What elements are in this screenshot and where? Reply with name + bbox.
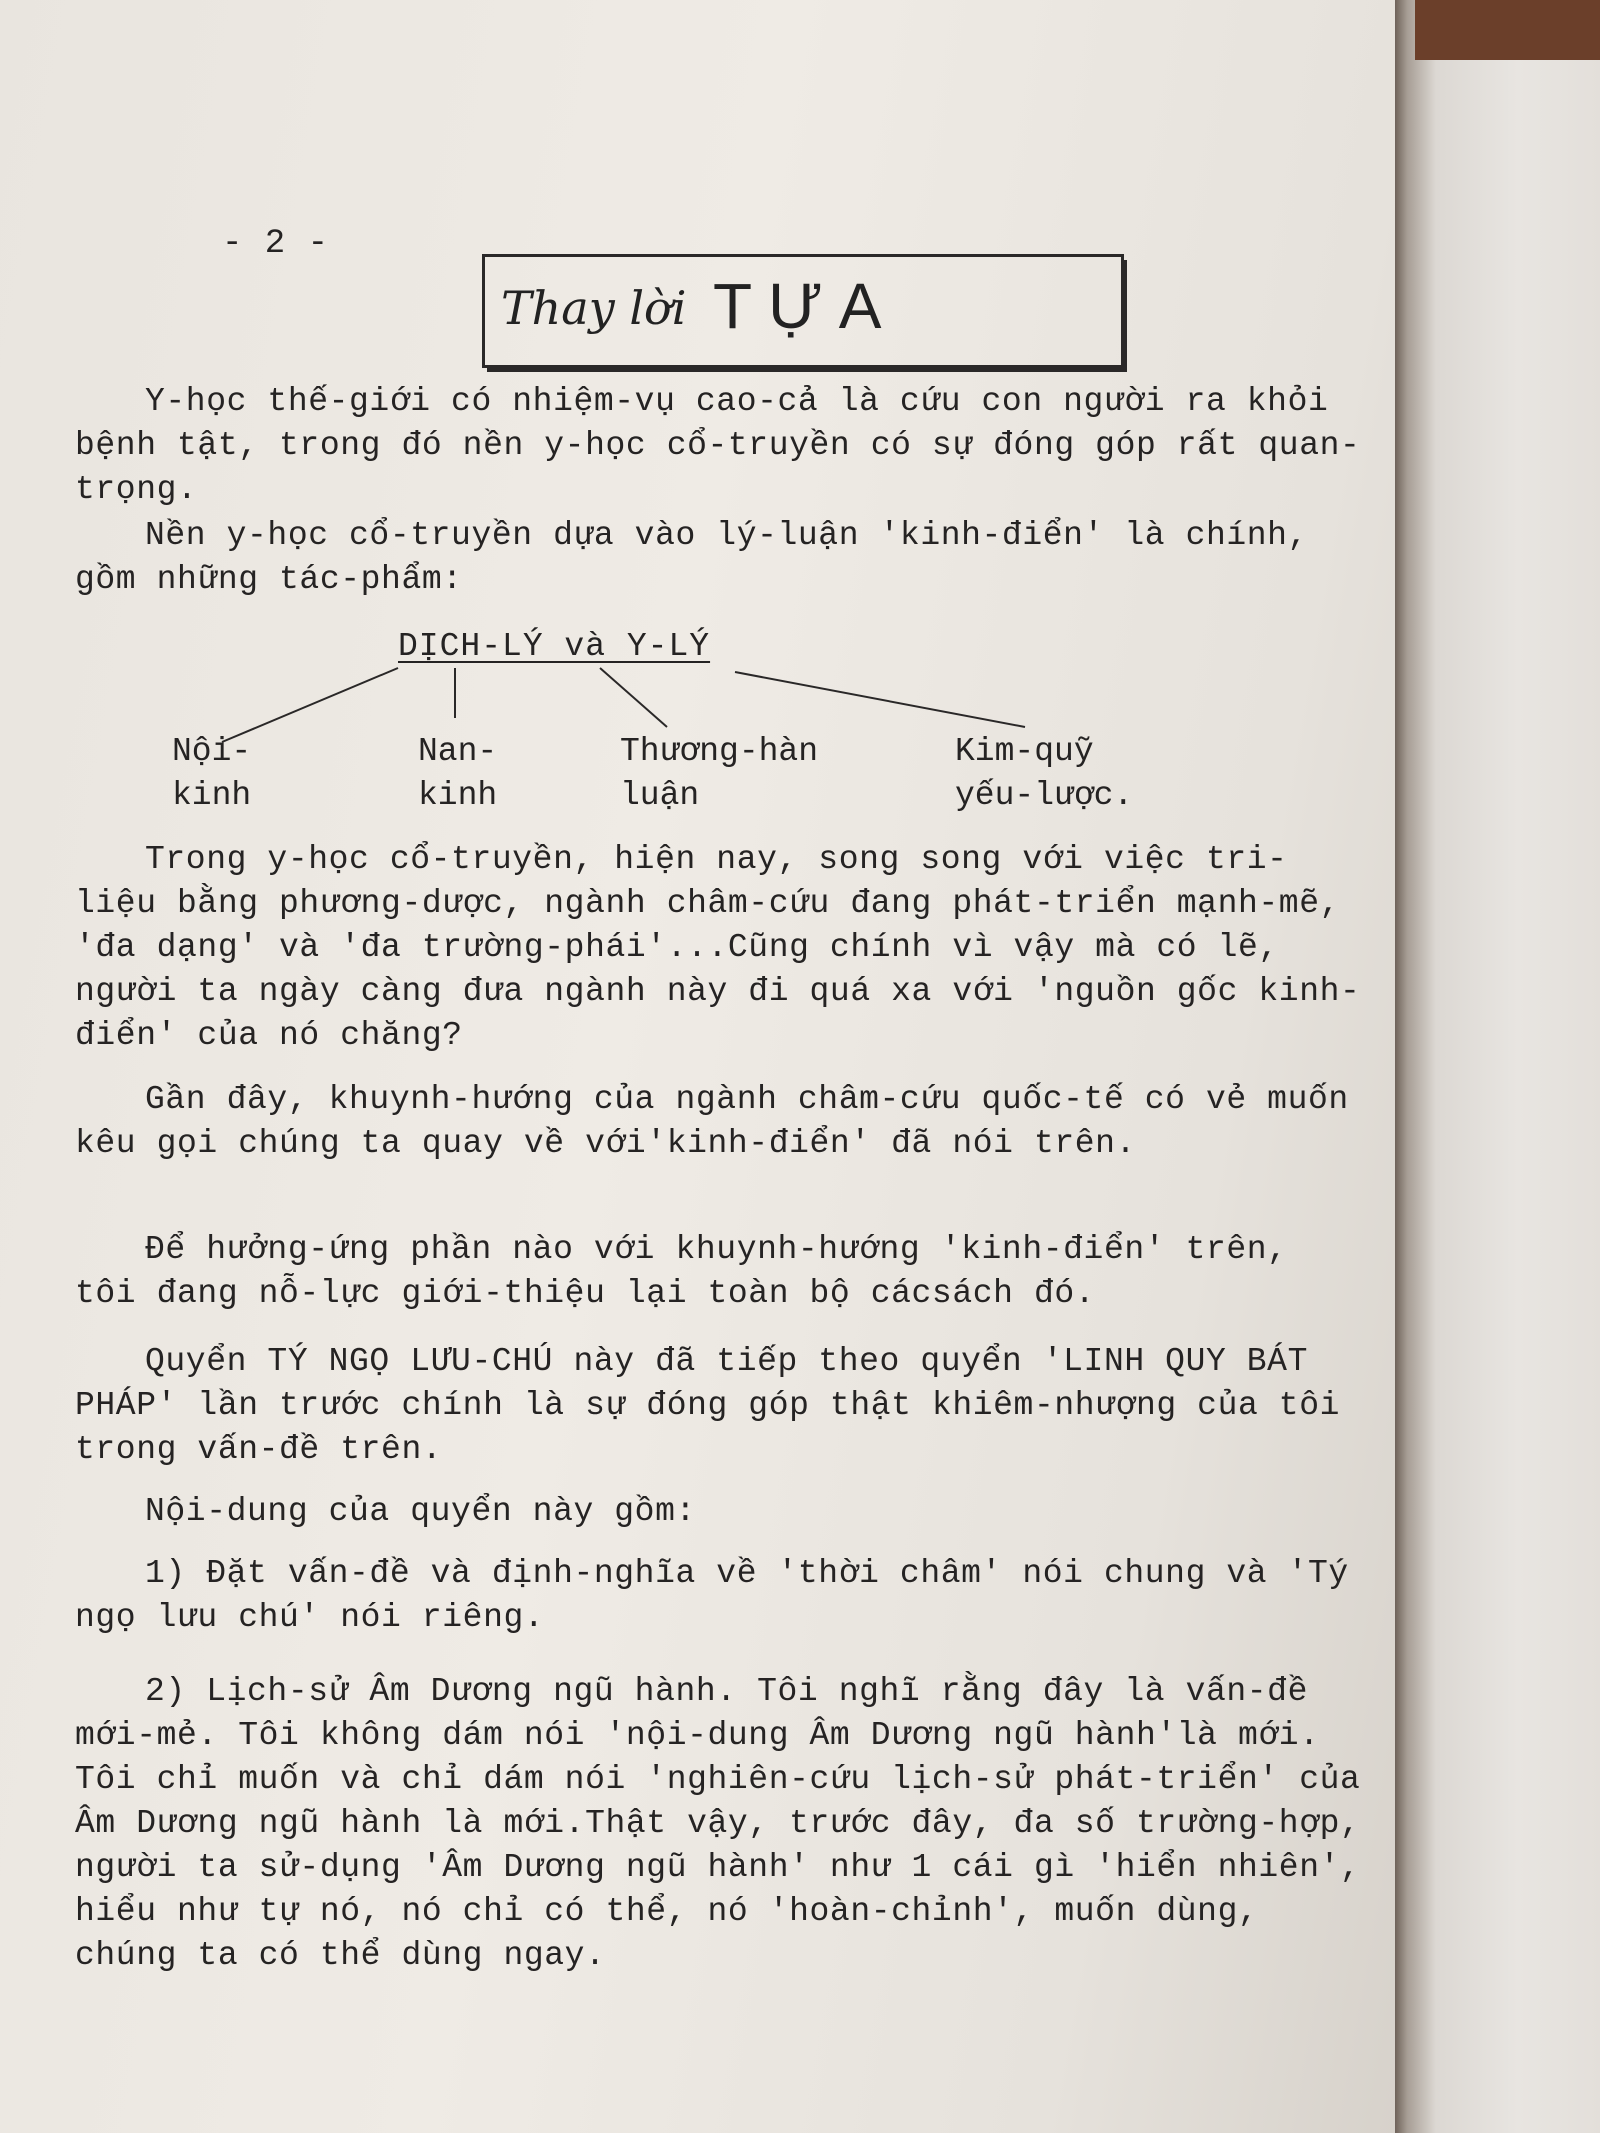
intro-paragraph-1: Y-học thế-giới có nhiệm-vụ cao-cả là cứu con người ra khỏi bệnh tật, trong đó nền y-học cổ-truyền có sự đóng góp rất quan-trọng.: [75, 383, 1361, 508]
intro-paragraph-2: Nền y-học cổ-truyền dựa vào lý-luận 'kinh-điển' là chính, gồm những tác-phẩm:: [75, 517, 1308, 598]
diagram-lines: [0, 0, 1395, 820]
list-item: 2) Lịch-sử Âm Dương ngũ hành. Tôi nghĩ rằng đây là vấn-đề mới-mẻ. Tôi không dám nói 'nội-dung Âm Dương ngũ hành'là mới. Tôi chỉ muốn và chỉ dám nói 'nghiên-cứu lịch-sử phát-triển' của Âm Dương ngũ hành là mới.Thật vậy, trước đây, đa số trường-hợp, người ta sử-dụng 'Âm Dương ngũ hành' như 1 cái gì 'hiển nhiên', hiểu như tự nó, nó chỉ có thể, nó 'hoàn-chỉnh', muốn dùng, chúng ta có thể dùng ngay.: [75, 1673, 1361, 1974]
diagram-branch: Kim-quỹ yếu-lược.: [955, 733, 1134, 814]
diagram-root: DỊCH-LÝ và Y-LÝ: [398, 628, 711, 665]
diagram-branch: Thương-hàn luận: [620, 733, 819, 814]
page-number: - 2 -: [222, 225, 330, 263]
body-paragraph: Để hưởng-ứng phần nào với khuynh-hướng 'kinh-điển' trên, tôi đang nỗ-lực giới-thiệu lại toàn bộ cácsách đó.: [75, 1231, 1288, 1312]
diagram-branch: Nội- kinh: [172, 733, 252, 814]
diagram-branch: Nan- kinh: [418, 733, 498, 814]
body-paragraph: Trong y-học cổ-truyền, hiện nay, song song với việc tri-liệu bằng phương-dược, ngành châm-cứu đang phát-triển mạnh-mẽ, 'đa dạng' và 'đa trường-phái'...Cũng chính vì vậy mà có lẽ, người ta ngày càng đưa ngành này đi quá xa với 'nguồn gốc kinh-điển' của nó chăng?: [75, 841, 1361, 1054]
list-item: 1) Đặt vấn-đề và định-nghĩa về 'thời châm' nói chung và 'Tý ngọ lưu chú' nói riêng.: [75, 1555, 1349, 1636]
body-paragraph: Nội-dung của quyển này gồm:: [145, 1493, 696, 1530]
adjacent-page-edge: [1395, 0, 1600, 2133]
title-handwritten: Thay lời: [501, 281, 687, 335]
page-title: TỰA: [713, 270, 898, 342]
body-paragraph: Quyển TÝ NGỌ LƯU-CHÚ này đã tiếp theo quyển 'LINH QUY BÁT PHÁP' lần trước chính là sự đóng góp thật khiêm-nhượng của tôi trong vấn-đề trên.: [75, 1343, 1340, 1468]
body-paragraph: Gần đây, khuynh-hướng của ngành châm-cứu quốc-tế có vẻ muốn kêu gọi chúng ta quay về với'kinh-điển' đã nói trên.: [75, 1081, 1349, 1162]
